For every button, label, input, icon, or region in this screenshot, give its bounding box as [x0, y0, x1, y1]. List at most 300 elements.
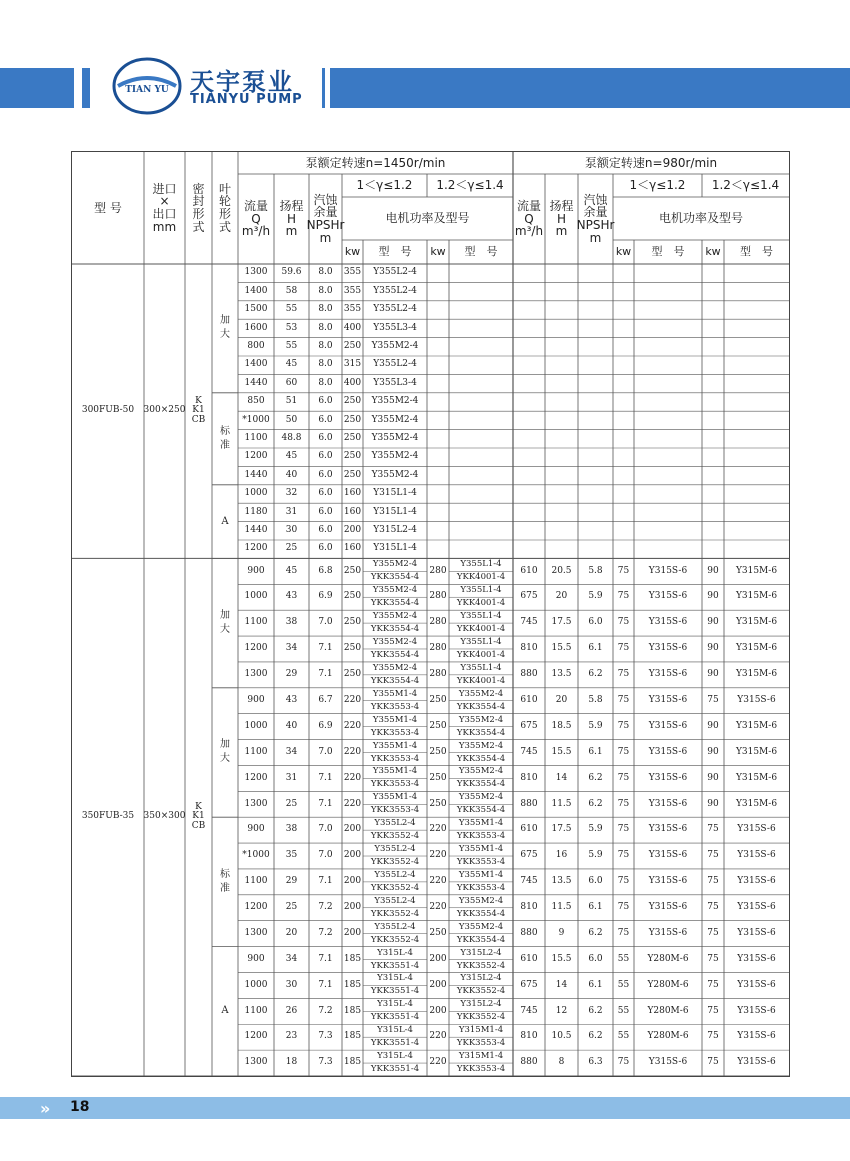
data-cell: 7.2	[318, 902, 333, 913]
data-cell: 29	[285, 876, 298, 887]
data-cell: 675	[520, 979, 538, 990]
data-cell: 220	[343, 695, 362, 706]
data-cell: 75	[617, 695, 630, 706]
data-cell: 810	[520, 643, 538, 654]
data-cell: 75	[617, 824, 630, 835]
data-cell: 8	[558, 1057, 565, 1068]
data-cell: 1440	[244, 525, 268, 536]
data-cell: 745	[520, 617, 538, 628]
page-number: 18	[70, 1099, 90, 1115]
data-cell: Y315S-6	[737, 1057, 776, 1068]
data-cell: 900	[247, 565, 265, 576]
data-cell: Y315S-6	[648, 695, 688, 706]
data-cell: 14	[555, 979, 568, 990]
data-cell: 220	[343, 798, 362, 809]
motor-model: Y355M2-4	[458, 688, 504, 699]
data-cell: 15.5	[551, 953, 572, 964]
data-cell: 1100	[244, 876, 268, 887]
data-cell: 48.8	[281, 433, 302, 444]
data-cell: 6.0	[318, 469, 333, 480]
data-cell: 7.0	[318, 824, 333, 835]
data-cell: 610	[520, 953, 538, 964]
data-cell: 75	[707, 953, 719, 964]
motor-model: YKK4001-4	[456, 675, 506, 686]
data-cell: 45	[285, 359, 298, 370]
data-cell: 675	[520, 850, 538, 861]
motor-model: Y355L1-4	[460, 559, 502, 570]
data-cell: 8.0	[318, 322, 333, 333]
data-cell: 400	[343, 322, 362, 333]
header-motor-type: 型 号	[740, 245, 773, 259]
data-cell: 1000	[244, 488, 268, 499]
motor-model: Y355M2-4	[372, 585, 418, 596]
data-cell: 900	[247, 953, 265, 964]
data-cell: 75	[707, 902, 719, 913]
data-cell: Y315S-6	[648, 927, 688, 938]
data-cell: 7.0	[318, 850, 333, 861]
data-cell: 250	[343, 617, 362, 628]
data-cell: Y315M-6	[735, 643, 778, 654]
data-cell: Y355L2-4	[373, 285, 417, 296]
data-cell: 34	[285, 953, 298, 964]
header-speed-980: 泵额定转速n=980r/min	[584, 155, 718, 170]
motor-model: YKK3551-4	[370, 960, 420, 971]
motor-model: YKK3552-4	[370, 908, 420, 919]
data-cell: 160	[343, 488, 362, 499]
motor-model: Y355M2-4	[458, 895, 504, 906]
data-cell: 75	[707, 876, 719, 887]
data-cell: 8.0	[318, 304, 333, 315]
data-cell: 59.6	[281, 267, 302, 278]
data-cell: 34	[285, 643, 298, 654]
data-cell: 250	[343, 591, 362, 602]
data-cell: 6.1	[588, 902, 603, 913]
motor-model: YKK3554-4	[456, 779, 506, 790]
data-cell: 185	[343, 1005, 362, 1016]
header-impeller-type: 叶 轮 形 式	[218, 181, 231, 234]
motor-model: Y355M2-4	[458, 766, 504, 777]
data-cell: 220	[429, 902, 447, 913]
header-flow-1: 流量 Q m³/h	[241, 199, 271, 239]
motor-model: YKK4001-4	[456, 649, 506, 660]
data-cell: Y315S-6	[737, 850, 776, 861]
data-cell: Y355L3-4	[373, 322, 417, 333]
data-cell: 6.2	[588, 1031, 603, 1042]
data-cell: Y315S-6	[648, 902, 688, 913]
header-gamma-1-b: 1＜γ≤1.2	[629, 178, 686, 193]
motor-model: YKK3551-4	[370, 1012, 420, 1023]
data-cell: 280	[429, 617, 447, 628]
data-cell: Y315M-6	[735, 720, 778, 731]
brand-name-en: TIANYU PUMP	[190, 92, 303, 107]
group-size: 350×300	[143, 811, 186, 822]
data-cell: 185	[343, 979, 362, 990]
data-cell: Y315M-6	[735, 617, 778, 628]
data-cell: 6.8	[318, 565, 333, 576]
data-cell: 75	[617, 902, 630, 913]
impeller-label: 标 准	[220, 868, 230, 894]
data-cell: 6.7	[318, 695, 333, 706]
data-cell: 31	[285, 506, 298, 517]
data-cell: 200	[429, 979, 447, 990]
motor-model: Y315L2-4	[460, 999, 502, 1010]
data-cell: Y315S-6	[648, 824, 688, 835]
data-cell: 6.0	[318, 451, 333, 462]
footer-bar	[0, 1097, 850, 1119]
data-cell: 90	[707, 565, 719, 576]
data-cell: 250	[429, 695, 447, 706]
data-cell: 34	[285, 746, 298, 757]
data-cell: 1200	[244, 451, 268, 462]
data-cell: 280	[429, 565, 447, 576]
data-cell: 250	[429, 772, 447, 783]
data-cell: 90	[707, 591, 719, 602]
motor-model: YKK3551-4	[370, 986, 420, 997]
motor-model: YKK3551-4	[370, 1064, 420, 1075]
motor-model: YKK3554-4	[370, 598, 420, 609]
data-cell: 400	[343, 377, 362, 388]
data-cell: 610	[520, 565, 538, 576]
data-cell: 1100	[244, 617, 268, 628]
data-cell: 5.9	[588, 720, 603, 731]
data-cell: 6.9	[318, 591, 333, 602]
data-cell: 20	[555, 591, 568, 602]
data-cell: 8.0	[318, 285, 333, 296]
data-cell: Y315L2-4	[373, 525, 417, 536]
motor-model: Y355M1-4	[372, 688, 418, 699]
data-cell: Y355M2-4	[371, 396, 419, 407]
data-cell: 355	[343, 285, 362, 296]
data-cell: 6.0	[318, 414, 333, 425]
data-cell: 5.9	[588, 824, 603, 835]
data-cell: Y315M-6	[735, 591, 778, 602]
data-cell: 745	[520, 746, 538, 757]
data-cell: 1600	[244, 322, 268, 333]
data-cell: 880	[520, 927, 538, 938]
data-cell: 220	[343, 746, 362, 757]
group-model: 300FUB-50	[81, 405, 135, 416]
data-cell: Y315L1-4	[373, 488, 417, 499]
data-cell: 58	[285, 285, 298, 296]
group-size: 300×250	[143, 405, 186, 416]
data-cell: 6.0	[588, 953, 603, 964]
data-cell: 675	[520, 720, 538, 731]
data-cell: 6.2	[588, 669, 603, 680]
data-cell: 30	[285, 525, 298, 536]
data-cell: 220	[429, 824, 447, 835]
data-cell: 6.0	[318, 433, 333, 444]
data-cell: 1000	[244, 720, 268, 731]
data-cell: 75	[707, 1031, 719, 1042]
group-seal: K K1 CB	[191, 802, 206, 831]
data-cell: 250	[429, 798, 447, 809]
data-cell: Y315S-6	[648, 565, 688, 576]
data-cell: 200	[343, 824, 362, 835]
data-cell: 250	[429, 746, 447, 757]
header-head-1: 扬程 H m	[279, 199, 304, 239]
data-cell: Y355M2-4	[371, 433, 419, 444]
data-cell: 55	[285, 341, 298, 352]
impeller-label: A	[221, 515, 229, 527]
data-cell: 90	[707, 772, 719, 783]
header-gamma-2-a: 1.2＜γ≤1.4	[436, 178, 504, 193]
data-cell: 7.1	[318, 772, 333, 783]
impeller-label: 加 大	[220, 315, 230, 341]
motor-model: Y315L-4	[377, 999, 413, 1010]
data-cell: 610	[520, 695, 538, 706]
motor-model: Y315M1-4	[458, 1051, 504, 1062]
data-cell: Y315M-6	[735, 669, 778, 680]
data-cell: Y355M2-4	[371, 469, 419, 480]
data-cell: 1500	[244, 304, 268, 315]
data-cell: 45	[285, 451, 298, 462]
motor-model: Y315L2-4	[460, 973, 502, 984]
data-cell: 185	[343, 1057, 362, 1068]
data-cell: 220	[429, 850, 447, 861]
header-gamma-1-a: 1＜γ≤1.2	[356, 178, 413, 193]
data-cell: 810	[520, 1031, 538, 1042]
motor-model: YKK4001-4	[456, 572, 506, 583]
motor-model: YKK3553-4	[456, 1038, 506, 1049]
data-cell: 32	[285, 488, 298, 499]
data-cell: Y355M2-4	[371, 414, 419, 425]
data-cell: 7.3	[318, 1057, 333, 1068]
data-cell: 8.0	[318, 377, 333, 388]
data-cell: 53	[285, 322, 298, 333]
data-cell: 6.1	[588, 979, 603, 990]
motor-model: YKK3554-4	[370, 649, 420, 660]
data-cell: 880	[520, 669, 538, 680]
data-cell: Y315S-6	[648, 617, 688, 628]
motor-model: Y355M1-4	[458, 844, 504, 855]
data-cell: 55	[285, 304, 298, 315]
motor-model: YKK3552-4	[370, 882, 420, 893]
data-cell: 75	[617, 850, 630, 861]
motor-model: YKK3553-4	[370, 753, 420, 764]
motor-model: YKK3552-4	[370, 857, 420, 868]
data-cell: 7.0	[318, 617, 333, 628]
data-cell: 75	[707, 927, 719, 938]
data-cell: 250	[343, 396, 362, 407]
motor-model: Y355M2-4	[372, 559, 418, 570]
data-cell: 40	[285, 469, 298, 480]
data-cell: 250	[343, 469, 362, 480]
data-cell: 25	[285, 902, 298, 913]
motor-model: Y355M2-4	[372, 611, 418, 622]
data-cell: 38	[285, 824, 298, 835]
data-cell: 75	[707, 1005, 719, 1016]
data-cell: 810	[520, 772, 538, 783]
data-cell: 220	[429, 1057, 447, 1068]
motor-model: YKK3552-4	[456, 960, 506, 971]
data-cell: 7.2	[318, 927, 333, 938]
data-cell: 900	[247, 695, 265, 706]
data-cell: 55	[617, 1031, 630, 1042]
data-cell: 6.1	[588, 643, 603, 654]
data-cell: *1000	[242, 850, 270, 861]
motor-model: YKK3552-4	[370, 934, 420, 945]
header-speed-1450: 泵额定转速n=1450r/min	[305, 155, 446, 170]
data-cell: 1300	[244, 1057, 268, 1068]
data-cell: 50	[285, 414, 298, 425]
impeller-label: A	[221, 1005, 229, 1017]
data-cell: 6.1	[588, 746, 603, 757]
data-cell: 1200	[244, 772, 268, 783]
data-cell: Y315S-6	[737, 927, 776, 938]
motor-model: Y355M1-4	[372, 792, 418, 803]
data-cell: 200	[343, 850, 362, 861]
motor-model: YKK3553-4	[370, 805, 420, 816]
data-cell: 17.5	[551, 824, 572, 835]
motor-model: Y355L2-4	[374, 844, 416, 855]
data-cell: 10.5	[551, 1031, 572, 1042]
data-cell: 16	[555, 850, 568, 861]
motor-model: Y355L2-4	[374, 818, 416, 829]
data-cell: Y315S-6	[648, 643, 688, 654]
motor-model: Y355L2-4	[374, 895, 416, 906]
data-cell: 745	[520, 876, 538, 887]
data-cell: 810	[520, 902, 538, 913]
data-cell: 6.0	[588, 876, 603, 887]
data-cell: 75	[617, 798, 630, 809]
data-cell: 60	[285, 377, 298, 388]
data-cell: *1000	[242, 414, 270, 425]
data-cell: 55	[617, 979, 630, 990]
header-kw: kw	[344, 245, 361, 259]
header-band-left	[0, 68, 74, 108]
motor-model: YKK3554-4	[456, 934, 506, 945]
data-cell: 20	[285, 927, 298, 938]
data-cell: 1200	[244, 643, 268, 654]
data-cell: 1440	[244, 377, 268, 388]
motor-model: YKK3553-4	[456, 831, 506, 842]
data-cell: 880	[520, 1057, 538, 1068]
header-kw: kw	[615, 245, 632, 259]
data-cell: 250	[343, 341, 362, 352]
data-cell: 1200	[244, 902, 268, 913]
data-cell: 20	[555, 695, 568, 706]
data-cell: 1000	[244, 591, 268, 602]
data-cell: 55	[617, 953, 630, 964]
data-cell: 31	[285, 772, 298, 783]
header-head-2: 扬程 H m	[549, 199, 574, 239]
data-cell: 280	[429, 643, 447, 654]
data-cell: 1100	[244, 1005, 268, 1016]
data-cell: 160	[343, 506, 362, 517]
group-model: 350FUB-35	[81, 811, 135, 822]
data-cell: 75	[707, 695, 719, 706]
data-cell: 12	[555, 1005, 568, 1016]
data-cell: 185	[343, 1031, 362, 1042]
data-cell: 220	[429, 876, 447, 887]
data-cell: 14	[555, 772, 568, 783]
data-cell: Y315S-6	[648, 669, 688, 680]
data-cell: Y355L2-4	[373, 304, 417, 315]
data-cell: Y315S-6	[648, 850, 688, 861]
data-cell: 75	[707, 850, 719, 861]
data-cell: 26	[285, 1005, 298, 1016]
data-cell: 1400	[244, 285, 268, 296]
data-cell: 6.2	[588, 1005, 603, 1016]
data-cell: 6.2	[588, 927, 603, 938]
data-cell: Y355M2-4	[371, 341, 419, 352]
data-cell: 23	[285, 1031, 298, 1042]
data-cell: 7.1	[318, 979, 333, 990]
data-cell: 280	[429, 591, 447, 602]
header-npsh-1: 汽蚀 余量 NPSHr m	[306, 192, 345, 245]
data-cell: Y315M-6	[735, 565, 778, 576]
data-cell: 250	[429, 720, 447, 731]
data-cell: 90	[707, 746, 719, 757]
motor-model: YKK3554-4	[370, 572, 420, 583]
motor-model: YKK3554-4	[456, 753, 506, 764]
data-cell: Y315S-6	[737, 953, 776, 964]
data-cell: 51	[285, 396, 298, 407]
data-cell: 45	[285, 565, 298, 576]
data-cell: Y280M-6	[647, 1005, 689, 1016]
motor-model: Y355M2-4	[458, 792, 504, 803]
data-cell: 75	[617, 669, 630, 680]
motor-model: Y355M2-4	[458, 714, 504, 725]
motor-model: Y355L1-4	[460, 637, 502, 648]
data-cell: 75	[617, 772, 630, 783]
header-motor-type: 型 号	[378, 245, 412, 259]
data-cell: 90	[707, 798, 719, 809]
data-cell: 800	[247, 341, 265, 352]
data-cell: 6.0	[588, 617, 603, 628]
data-cell: 55	[617, 1005, 630, 1016]
data-cell: 1200	[244, 543, 268, 554]
motor-model: Y355L2-4	[374, 869, 416, 880]
data-cell: 220	[343, 772, 362, 783]
data-cell: 40	[285, 720, 298, 731]
motor-model: YKK3553-4	[370, 701, 420, 712]
data-cell: 13.5	[551, 669, 572, 680]
pump-spec-table	[71, 151, 790, 1077]
motor-model: Y315L-4	[377, 1025, 413, 1036]
data-cell: 6.0	[318, 396, 333, 407]
motor-model: YKK3552-4	[456, 986, 506, 997]
data-cell: 1100	[244, 433, 268, 444]
data-cell: 185	[343, 953, 362, 964]
data-cell: 880	[520, 798, 538, 809]
data-cell: 75	[617, 876, 630, 887]
data-cell: Y315S-6	[737, 695, 776, 706]
data-cell: 18.5	[551, 720, 572, 731]
motor-model: Y315L-4	[377, 1051, 413, 1062]
data-cell: Y315S-6	[737, 902, 776, 913]
motor-model: Y355M1-4	[458, 869, 504, 880]
motor-model: YKK3552-4	[370, 831, 420, 842]
data-cell: Y355L2-4	[373, 267, 417, 278]
brand-name-cn: 天宇泵业	[190, 68, 294, 96]
data-cell: 1300	[244, 669, 268, 680]
data-cell: 5.9	[588, 591, 603, 602]
data-cell: 200	[429, 1005, 447, 1016]
header-motor-1: 电机功率及型号	[385, 211, 470, 226]
impeller-label: 加 大	[220, 739, 230, 765]
data-cell: 6.9	[318, 720, 333, 731]
header-model: 型 号	[94, 200, 122, 215]
data-cell: 7.3	[318, 1031, 333, 1042]
data-cell: 160	[343, 543, 362, 554]
data-cell: 17.5	[551, 617, 572, 628]
header-band-separator	[322, 68, 325, 108]
data-cell: Y315S-6	[648, 1057, 688, 1068]
data-cell: 250	[343, 414, 362, 425]
header-inlet-outlet: 进口 × 出口 mm	[152, 181, 177, 234]
data-cell: 250	[343, 451, 362, 462]
